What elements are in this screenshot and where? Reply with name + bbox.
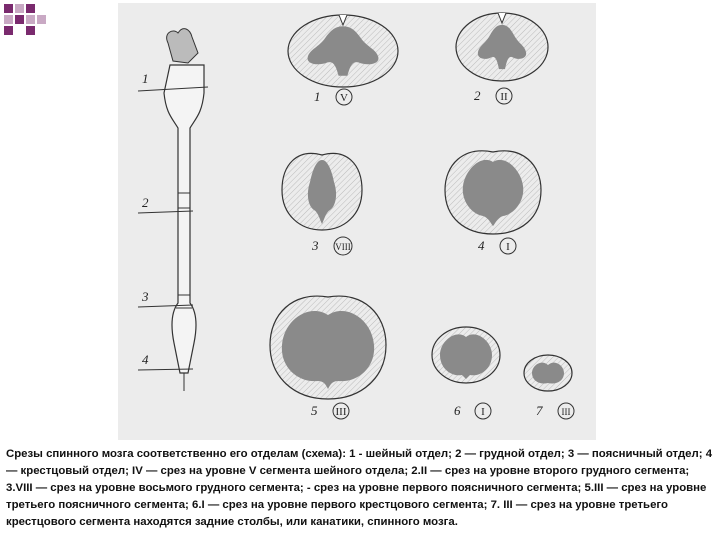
section-4	[445, 151, 541, 234]
section-3-segment: VIII	[335, 242, 351, 252]
section-7-segment: III	[561, 407, 571, 417]
section-1-segment: V	[340, 92, 348, 104]
section-5	[270, 296, 386, 399]
figure-caption: Срезы спинного мозга соответственно его отделам (схема): 1 - шейный отдел; 2 — грудной отдел; 3 — поясничный отдел; 4 — крестцовый отдел; IV — срез на уровне V сегмента шейного отдела; 2.II — срез на уровне второго грудного сегмента; 3.VIII — срез на уровне восьмого грудного сегмента; - срез на уровне первого поясничного сегмента; 5.III — срез на уровне третьего поясничного сегмента; 6.I — срез на уровне первого крестцового сегмента; 7. III — срез на уровне третьего крестцового сегмента находятся задние столбы, или канатики, спинного мозга.	[6, 448, 713, 528]
decor-square	[4, 26, 13, 35]
section-2-segment: II	[500, 91, 508, 103]
decor-square	[37, 15, 46, 24]
decor-square	[15, 15, 24, 24]
section-4-segment: I	[506, 241, 510, 253]
spinal-cord-diagram	[118, 3, 596, 440]
decor-square	[26, 15, 35, 24]
decor-square	[4, 15, 13, 24]
decor-square	[26, 4, 35, 13]
section-6	[432, 327, 500, 383]
section-4-number: 4	[478, 238, 485, 253]
section-3	[282, 153, 362, 230]
section-7-number: 7	[536, 403, 543, 418]
spinal-cord-figure	[118, 3, 596, 440]
level-label-3: 3	[142, 289, 149, 304]
decor-square	[15, 4, 24, 13]
decor-square	[26, 26, 35, 35]
spinal-cord-longitudinal	[138, 29, 208, 391]
section-7	[524, 355, 572, 391]
decor-square	[4, 4, 13, 13]
section-2	[456, 13, 548, 81]
section-1	[288, 15, 398, 87]
level-label-4: 4	[142, 352, 149, 367]
section-2-number: 2	[474, 88, 481, 103]
section-5-segment: III	[335, 406, 347, 418]
section-1-number: 1	[314, 89, 321, 104]
section-3-number: 3	[312, 238, 319, 253]
section-5-number: 5	[311, 403, 318, 418]
level-label-1: 1	[142, 71, 149, 86]
section-6-segment: I	[481, 406, 485, 418]
section-6-number: 6	[454, 403, 461, 418]
level-label-2: 2	[142, 195, 149, 210]
